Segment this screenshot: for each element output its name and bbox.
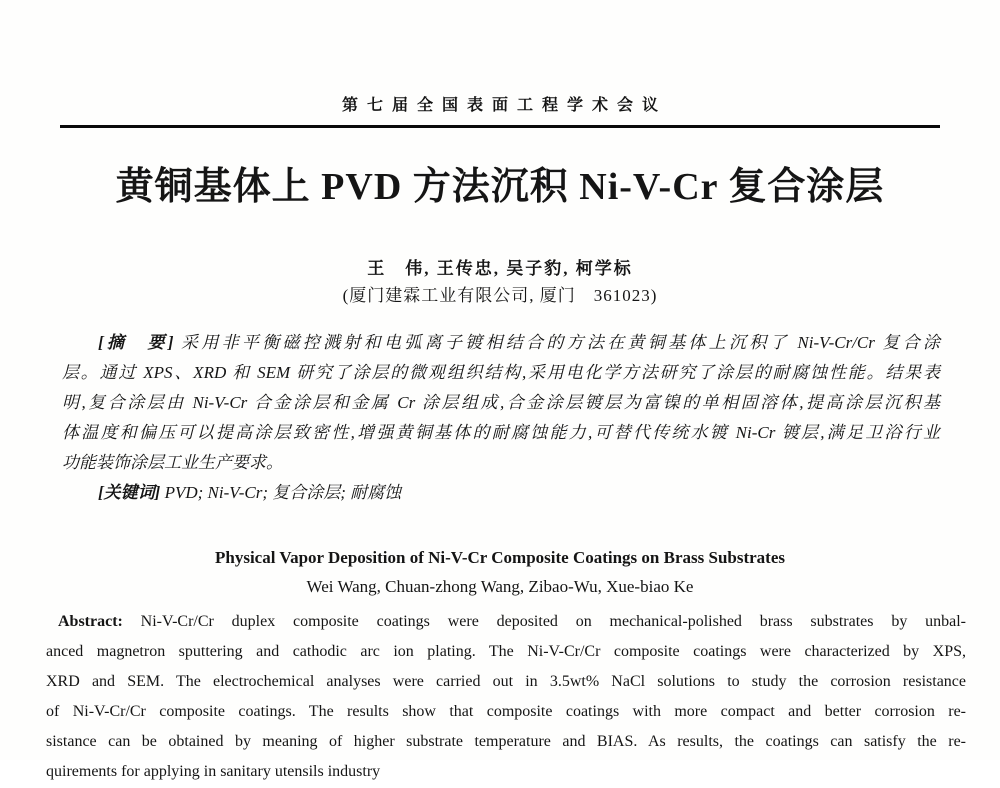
abstract-en-label: Abstract:	[58, 613, 123, 630]
abstract-en	[46, 608, 966, 788]
authors-cn: 王 伟, 王传忠, 吴子豹, 柯学标	[367, 259, 633, 278]
paper-title-cn: 黄铜基体上 PVD 方法沉积 Ni-V-Cr 复合涂层	[115, 166, 885, 208]
abstract-cn-line	[62, 328, 940, 358]
abstract-en-line-text: Ni-V-Cr/Cr duplex composite coatings were deposited on mechanical-polished brass substrates by unbal-	[122, 613, 966, 630]
abstract-en-line: sistance can be obtained by meaning of higher substrate temperature and BIAS. As results, the coatings can satisfy the re-	[46, 733, 966, 750]
keywords-cn-text: PVD; Ni-V-Cr; 复合涂层; 耐腐蚀	[160, 483, 402, 502]
abstract-cn-label: [摘 要]	[98, 333, 174, 352]
header-rule	[60, 125, 940, 128]
abstract-en-line: XRD and SEM. The electrochemical analyses were carried out in 3.5wt% NaCl solutions to study the corrosion resistance	[46, 673, 966, 690]
authors-en: Wei Wang, Chuan-zhong Wang, Zibao-Wu, Xue-biao Ke	[306, 577, 694, 596]
abstract-en-line	[46, 608, 966, 638]
abstract-en-line: of Ni-V-Cr/Cr composite coatings. The results show that composite coatings with more compact and better corrosion re-	[46, 703, 966, 720]
abstract-cn	[62, 328, 940, 478]
conference-header: 第七届全国表面工程学术会议	[341, 97, 667, 114]
abstract-cn-line: 层。通过 XPS、XRD 和 SEM 研究了涂层的微观组织结构,采用电化学方法研究了涂层的耐腐蚀性能。结果表	[62, 363, 940, 382]
abstract-cn-line: 功能装饰涂层工业生产要求。	[62, 453, 283, 472]
keywords-cn-label: [关键词]	[98, 483, 161, 502]
affiliation-cn: (厦门建霖工业有限公司, 厦门 361023)	[342, 286, 658, 305]
abstract-cn-line-text: 采用非平衡磁控溅射和电弧离子镀相结合的方法在黄铜基体上沉积了 Ni-V-Cr/Cr 复合涂	[173, 333, 940, 352]
abstract-cn-line: 体温度和偏压可以提高涂层致密性,增强黄铜基体的耐腐蚀能力,可替代传统水镀 Ni-Cr 镀层,满足卫浴行业	[62, 423, 940, 442]
abstract-en-line: quirements for applying in sanitary utensils industry	[46, 763, 381, 780]
abstract-en-line: anced magnetron sputtering and cathodic arc ion plating. The Ni-V-Cr/Cr composite coatings were characterized by XPS,	[46, 643, 966, 660]
paper-title-en: Physical Vapor Deposition of Ni-V-Cr Composite Coatings on Brass Substrates	[214, 548, 785, 567]
keywords-cn	[62, 478, 940, 508]
abstract-cn-line: 明,复合涂层由 Ni-V-Cr 合金涂层和金属 Cr 涂层组成,合金涂层镀层为富镍的单相固溶体,提高涂层沉积基	[62, 393, 940, 412]
